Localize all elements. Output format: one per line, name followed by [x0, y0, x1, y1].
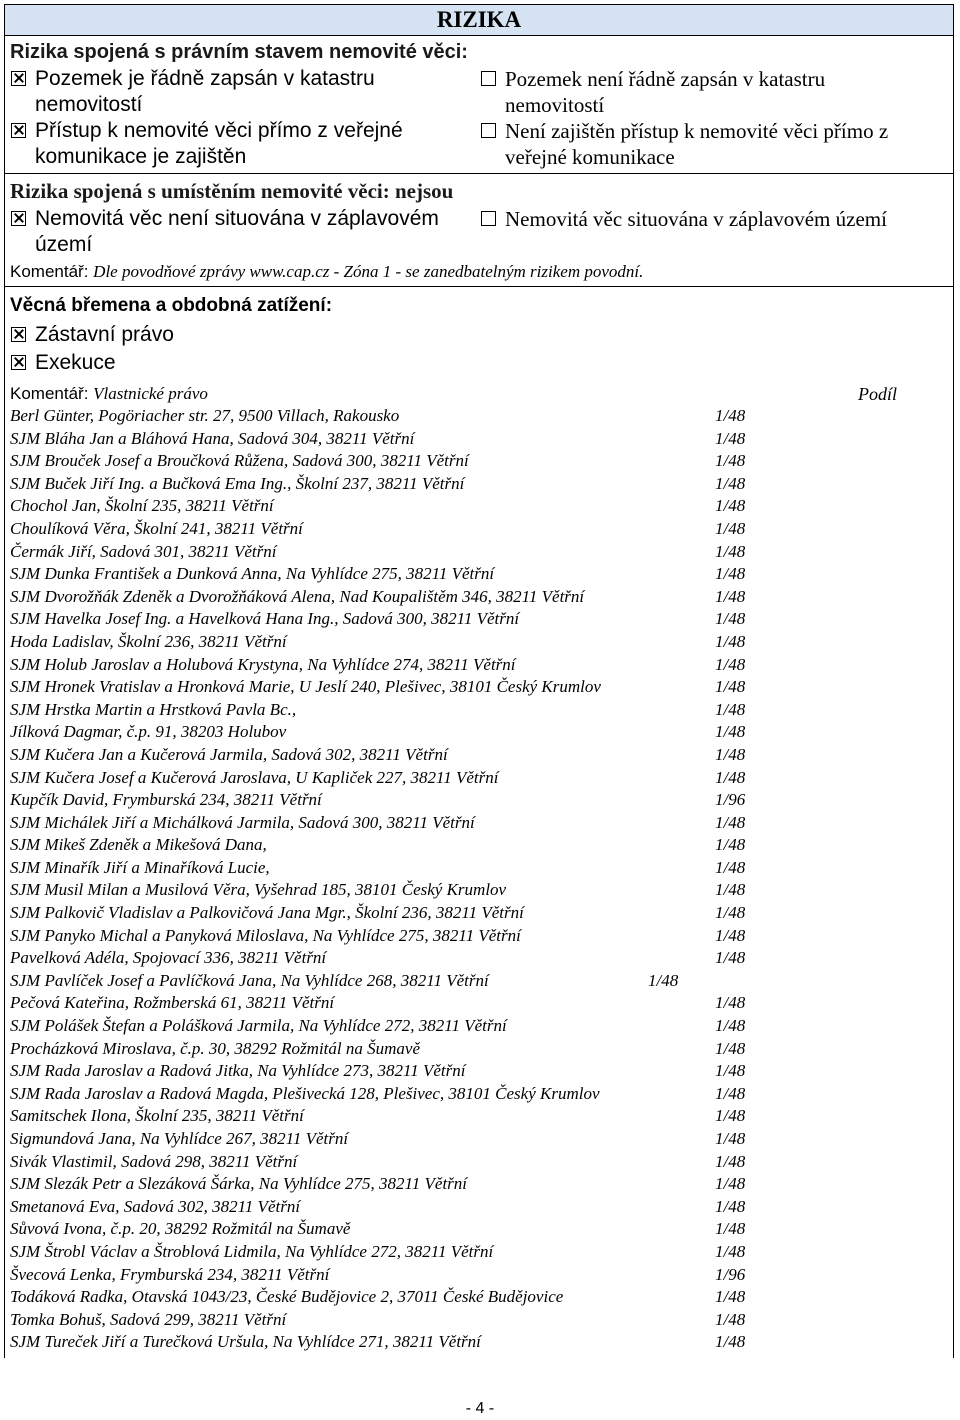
owner-row — [10, 902, 948, 925]
owner-share: 1/48 — [715, 880, 746, 900]
owner-row — [10, 428, 948, 451]
owner-row — [10, 1286, 948, 1309]
legal-risk-heading: Rizika spojená s právním stavem nemovité věci: — [10, 41, 468, 63]
owner-name: SJM Štrobl Václav a Štroblová Lidmila, Na Vyhlídce 272, 38211 Větřní — [10, 1241, 494, 1261]
owner-name: Sivák Vlastimil, Sadová 298, 38211 Větřní — [10, 1151, 298, 1171]
checkbox-lien[interactable] — [10, 321, 948, 349]
owner-share: 1/48 — [715, 428, 746, 448]
checkbox-label: Nemovitá věc situována v záplavovém území — [505, 207, 887, 231]
owner-name: Samitschek Ilona, Školní 235, 38211 Větřní — [10, 1106, 304, 1126]
owner-name: Smetanová Eva, Sadová 302, 38211 Větřní — [10, 1196, 301, 1216]
owner-share: 1/96 — [715, 1264, 746, 1284]
owner-name: SJM Holub Jaroslav a Holubová Krystyna, Na Vyhlídce 274, 38211 Větřní — [10, 654, 516, 674]
owner-row — [10, 654, 948, 677]
owner-name: SJM Havelka Josef Ing. a Havelková Hana Ing., Sadová 300, 38211 Větřní — [10, 609, 520, 629]
owner-share: 1/48 — [715, 1332, 746, 1352]
owner-row — [10, 676, 948, 699]
empty-box-icon — [481, 211, 496, 226]
owner-share: 1/48 — [715, 1106, 746, 1126]
location-risk-section — [5, 174, 953, 287]
owner-share: 1/48 — [715, 1083, 746, 1103]
owner-share: 1/48 — [715, 1287, 746, 1307]
owner-share: 1/48 — [715, 925, 746, 945]
owner-share: 1/48 — [715, 767, 746, 787]
owner-name: SJM Panyko Michal a Panyková Miloslava, Na Vyhlídce 275, 38211 Větřní — [10, 925, 521, 945]
checkbox-access-ensured[interactable] — [10, 118, 480, 170]
owner-row — [10, 970, 948, 993]
page-number: - 4 - — [465, 1400, 495, 1417]
share-column-header: Podíl — [858, 384, 897, 404]
checkbox-not-flood-zone[interactable] — [10, 206, 480, 258]
owner-share: 1/48 — [715, 451, 746, 471]
owner-share: 1/48 — [715, 677, 746, 697]
owner-name: Sigmundová Jana, Na Vyhlídce 267, 38211 Větřní — [10, 1129, 349, 1148]
owner-row — [10, 1105, 948, 1128]
owners-list — [10, 405, 948, 1354]
checkbox-label-line2: nemovitostí — [505, 93, 605, 117]
owner-name: SJM Hrstka Martin a Hrstková Pavla Bc., — [10, 699, 297, 719]
owner-row — [10, 699, 948, 722]
owner-share: 1/48 — [715, 722, 746, 742]
owner-share: 1/48 — [715, 1309, 746, 1329]
owner-name: SJM Slezák Petr a Slezáková Šárka, Na Vyhlídce 275, 38211 Větřní — [10, 1174, 468, 1194]
checkbox-label-line1: Přístup k nemovité věci přímo z veřejné — [35, 119, 403, 142]
owner-row — [10, 405, 948, 428]
owner-name: SJM Minařík Jiří a Minaříková Lucie, — [10, 857, 270, 877]
owner-share: 1/48 — [715, 654, 746, 674]
burdens-heading: Věcná břemena a obdobná zatížení: — [10, 295, 333, 316]
owner-row — [10, 608, 948, 631]
owner-row — [10, 1060, 948, 1083]
owner-share: 1/48 — [715, 903, 746, 923]
owner-name: Sůvová Ivona, č.p. 20, 38292 Rožmitál na Šumavě — [10, 1219, 351, 1239]
checkbox-label-line1: Není zajištěn přístup k nemovité věci přímo z — [505, 119, 889, 143]
owner-row — [10, 721, 948, 744]
owner-name: SJM Pavlíček Josef a Pavlíčková Jana, Na Vyhlídce 268, 38211 Větřní — [10, 970, 489, 990]
owner-row — [10, 789, 948, 812]
owner-row — [10, 767, 948, 790]
owner-share: 1/48 — [715, 631, 746, 651]
checkbox-cadastre-registered[interactable] — [10, 66, 480, 118]
owner-name: Hoda Ladislav, Školní 236, 38211 Větřní — [10, 631, 287, 651]
owner-name: Pečová Kateřina, Rožmberská 61, 38211 Větřní — [10, 993, 335, 1013]
owner-name: Todáková Radka, Otavská 1043/23, České Budějovice 2, 37011 České Budějovice — [10, 1287, 564, 1307]
owner-share: 1/48 — [715, 857, 746, 877]
owner-name: SJM Polášek Štefan a Polášková Jarmila, Na Vyhlídce 272, 38211 Větřní — [10, 1016, 507, 1036]
owner-row — [10, 563, 948, 586]
empty-box-icon — [481, 71, 496, 86]
owner-row — [10, 450, 948, 473]
owner-row — [10, 518, 948, 541]
checkbox-label-line1: Pozemek není řádně zapsán v katastru — [505, 67, 826, 91]
owner-row — [10, 1128, 948, 1151]
owner-name: SJM Dvorožňák Zdeněk a Dvorožňáková Alena, Nad Koupalištěm 346, 38211 Větřní — [10, 586, 585, 606]
checkbox-execution[interactable] — [10, 349, 948, 377]
checked-box-icon — [11, 355, 26, 370]
owner-row — [10, 541, 948, 564]
checkbox-label: Zástavní právo — [35, 323, 174, 346]
owner-share: 1/48 — [715, 564, 746, 584]
owner-name: Švecová Lenka, Frymburská 234, 38211 Větřní — [10, 1264, 330, 1284]
owner-share: 1/48 — [648, 970, 679, 990]
owner-row — [10, 1196, 948, 1219]
owner-name: SJM Kučera Jan a Kučerová Jarmila, Sadová 302, 38211 Větřní — [10, 744, 448, 764]
owner-name: SJM Bláha Jan a Bláhová Hana, Sadová 304, 38211 Větřní — [10, 428, 415, 448]
owner-name: SJM Buček Jiří Ing. a Bučková Ema Ing., Školní 237, 38211 Větřní — [10, 473, 465, 493]
owner-share: 1/48 — [715, 541, 746, 561]
owner-name: Procházková Miroslava, č.p. 30, 38292 Rožmitál na Šumavě — [10, 1038, 420, 1058]
owner-share: 1/48 — [715, 1038, 746, 1058]
owner-share: 1/96 — [715, 790, 746, 810]
owner-row — [10, 925, 948, 948]
checkbox-label-line2: komunikace je zajištěn — [35, 145, 247, 168]
owner-share: 1/48 — [715, 993, 746, 1013]
checkbox-label: Exekuce — [35, 351, 116, 374]
owner-name: SJM Rada Jaroslav a Radová Jitka, Na Vyhlídce 273, 38211 Větřní — [10, 1061, 466, 1081]
owner-row — [10, 1015, 948, 1038]
owner-share: 1/48 — [715, 496, 746, 516]
owner-name: SJM Tureček Jiří a Turečková Uršula, Na Vyhlídce 271, 38211 Větřní — [10, 1332, 481, 1352]
owner-share: 1/48 — [715, 1061, 746, 1081]
owner-row — [10, 473, 948, 496]
risk-form — [4, 4, 954, 1358]
owner-share: 1/48 — [715, 1241, 746, 1261]
owner-row — [10, 1309, 948, 1332]
owner-name: Berl Günter, Pogöriacher str. 27, 9500 Villach, Rakousko — [10, 406, 400, 425]
owner-name: SJM Mikeš Zdeněk a Mikešová Dana, — [10, 835, 267, 855]
legal-row-2 — [10, 118, 948, 170]
page-title: RIZIKA — [5, 5, 953, 36]
owner-name: Tomka Bohuš, Sadová 299, 38211 Větřní — [10, 1309, 287, 1329]
legal-row-1 — [10, 66, 948, 118]
owner-share: 1/48 — [715, 1219, 746, 1239]
checked-box-icon — [11, 123, 26, 138]
checkbox-label-line1: Pozemek je řádně zapsán v katastru — [35, 67, 375, 90]
owner-share: 1/48 — [715, 609, 746, 629]
checked-box-icon — [11, 211, 26, 226]
checkbox-label-line2: veřejné komunikace — [505, 145, 675, 169]
owner-name: SJM Dunka František a Dunková Anna, Na Vyhlídce 275, 38211 Větřní — [10, 564, 495, 584]
checkbox-label-line2: území — [35, 233, 93, 256]
owner-share: 1/48 — [715, 948, 746, 968]
owner-name: SJM Brouček Josef a Broučková Růžena, Sadová 300, 38211 Větřní — [10, 451, 469, 471]
owner-share: 1/48 — [715, 1151, 746, 1171]
checkbox-label-line2: nemovitostí — [35, 93, 143, 116]
owner-row — [10, 495, 948, 518]
comment-text: Dle povodňové zprávy www.cap.cz - Zóna 1 - se zanedbatelným rizikem povodní. — [93, 262, 644, 281]
owner-name: Čermák Jiří, Sadová 301, 38211 Větřní — [10, 541, 277, 561]
owner-row — [10, 1173, 948, 1196]
owner-name: Chochol Jan, Školní 235, 38211 Větřní — [10, 496, 274, 516]
owner-name: Kupčík David, Frymburská 234, 38211 Větřní — [10, 790, 322, 810]
owner-name: SJM Hronek Vratislav a Hronková Marie, U Jeslí 240, Plešivec, 38101 Český Krumlov — [10, 677, 601, 697]
checkbox-flood-zone[interactable] — [480, 206, 948, 232]
owner-share: 1/48 — [715, 1129, 746, 1148]
owner-name: Choulíková Věra, Školní 241, 38211 Větřní — [10, 518, 303, 538]
owner-share: 1/48 — [715, 586, 746, 606]
owner-row — [10, 879, 948, 902]
owner-row — [10, 1151, 948, 1174]
comment-text: Vlastnické právo — [93, 384, 208, 403]
legal-risk-section — [5, 36, 953, 174]
checked-box-icon — [11, 327, 26, 342]
owner-row — [10, 834, 948, 857]
owner-share: 1/48 — [715, 406, 746, 425]
owner-share: 1/48 — [715, 1196, 746, 1216]
owner-row — [10, 992, 948, 1015]
owner-share: 1/48 — [715, 518, 746, 538]
owner-row — [10, 1331, 948, 1354]
owner-row — [10, 1038, 948, 1061]
burdens-section — [5, 287, 953, 1354]
owner-name: SJM Musil Milan a Musilová Věra, Vyšehrad 185, 38101 Český Krumlov — [10, 880, 507, 900]
owner-share: 1/48 — [715, 812, 746, 832]
owner-row — [10, 857, 948, 880]
empty-box-icon — [481, 123, 496, 138]
owner-row — [10, 1218, 948, 1241]
owner-row — [10, 947, 948, 970]
owner-name: SJM Kučera Josef a Kučerová Jaroslava, U Kapliček 227, 38211 Větřní — [10, 767, 499, 787]
owner-share: 1/48 — [715, 699, 746, 719]
owner-row — [10, 812, 948, 835]
ownership-comment — [10, 383, 948, 405]
checkbox-label-line1: Nemovitá věc není situována v záplavovém — [35, 207, 439, 230]
owner-name: Jílková Dagmar, č.p. 91, 38203 Holubov — [10, 722, 287, 742]
location-risk-heading: Rizika spojená s umístěním nemovité věci: nejsou — [10, 179, 454, 203]
owner-share: 1/48 — [715, 473, 746, 493]
owner-name: SJM Palkovič Vladislav a Palkovičová Jana Mgr., Školní 236, 38211 Větřní — [10, 903, 524, 923]
owner-share: 1/48 — [715, 835, 746, 855]
comment-label: Komentář: — [10, 262, 89, 281]
owner-row — [10, 744, 948, 767]
checkbox-cadastre-not-registered[interactable] — [480, 66, 948, 118]
location-comment — [10, 261, 948, 283]
owner-name: SJM Rada Jaroslav a Radová Magda, Plešivecká 128, Plešivec, 38101 Český Krumlov — [10, 1083, 600, 1103]
owner-share: 1/48 — [715, 1016, 746, 1036]
owner-name: SJM Michálek Jiří a Michálková Jarmila, Sadová 300, 38211 Větřní — [10, 812, 475, 832]
owner-row — [10, 586, 948, 609]
flood-row — [10, 206, 948, 258]
owner-row — [10, 631, 948, 654]
owner-row — [10, 1264, 948, 1287]
owner-share: 1/48 — [715, 744, 746, 764]
owner-row — [10, 1241, 948, 1264]
owner-share: 1/48 — [715, 1174, 746, 1194]
owner-name: Pavelková Adéla, Spojovací 336, 38211 Větřní — [10, 948, 327, 968]
checkbox-access-not-ensured[interactable] — [480, 118, 948, 170]
comment-label: Komentář: — [10, 384, 89, 403]
owner-row — [10, 1083, 948, 1106]
checked-box-icon — [11, 71, 26, 86]
